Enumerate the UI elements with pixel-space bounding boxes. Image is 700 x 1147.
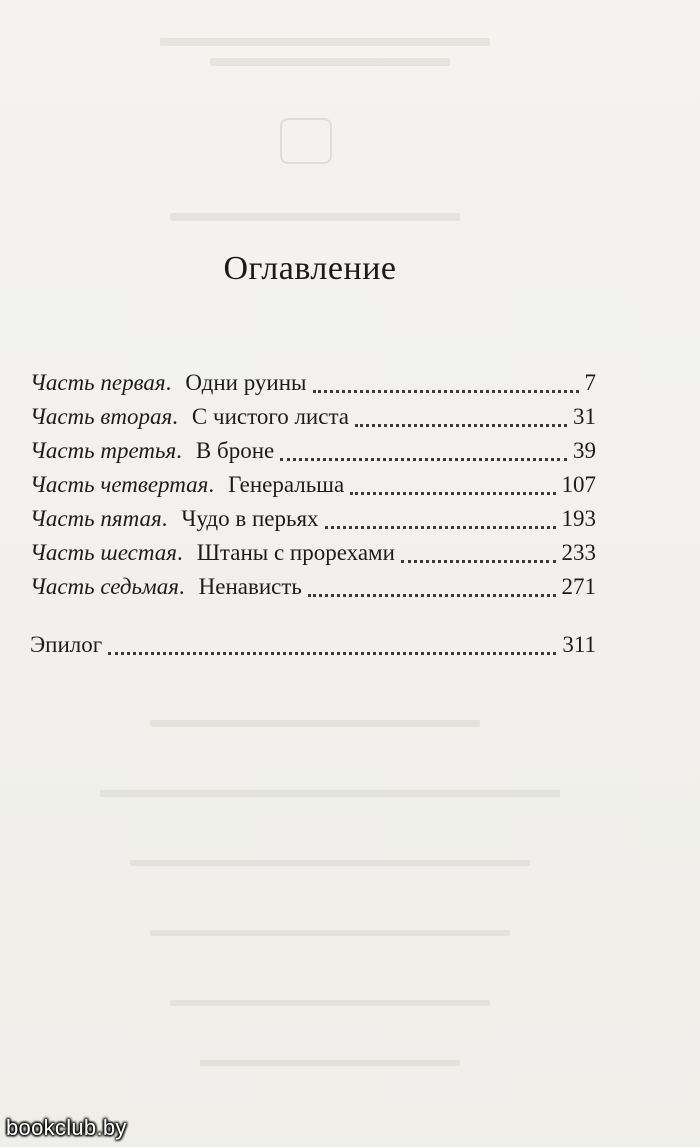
show-through-text (210, 58, 450, 66)
dot-leader (308, 593, 556, 597)
dot-leader (280, 457, 567, 461)
toc-row: Часть шестая . Штаны с прорехами 233 (30, 536, 596, 570)
toc-page-number: 7 (584, 370, 596, 395)
toc-page-number: 193 (561, 506, 596, 531)
toc-part-label: Часть вторая (30, 404, 173, 429)
toc-part-label: Часть пятая (30, 506, 162, 531)
dot-leader (325, 525, 556, 529)
show-through-text (160, 38, 490, 46)
toc-chapter-name: Штаны с прорехами (196, 540, 395, 565)
toc-part-label: Часть четвертая (30, 472, 209, 497)
toc-row: Часть третья . В броне 39 (30, 434, 596, 468)
toc-row: Часть четвертая . Генеральша 107 (30, 468, 596, 502)
toc-row: Часть вторая . С чистого листа 31 (30, 400, 596, 434)
toc-part-label: Часть третья (30, 438, 177, 463)
show-through-emblem-icon (280, 118, 332, 164)
table-of-contents (30, 366, 596, 662)
toc-chapter-name: В броне (195, 438, 275, 463)
show-through-text (170, 213, 460, 221)
toc-page-number: 31 (573, 404, 596, 429)
toc-page-number: 107 (561, 472, 596, 497)
toc-chapter-name: С чистого листа (191, 404, 349, 429)
toc-chapter-name: Ненависть (198, 574, 302, 599)
show-through-text (150, 930, 510, 936)
site-watermark: bookclub.by (6, 1115, 127, 1140)
dot-leader (108, 651, 556, 655)
toc-page-number: 233 (561, 540, 596, 565)
toc-row: Часть первая . Одни руины 7 (30, 366, 596, 400)
toc-row: Часть седьмая . Ненависть 271 (30, 570, 596, 604)
toc-chapter-name: Генеральша (228, 472, 345, 497)
dot-leader (313, 389, 579, 393)
toc-row-epilog (30, 628, 596, 662)
toc-part-label: Часть шестая (30, 540, 177, 565)
toc-page-number: 39 (573, 438, 596, 463)
toc-epilog-name: Эпилог (30, 632, 103, 657)
dot-leader (355, 423, 567, 427)
toc-row: Часть пятая . Чудо в перьях 193 (30, 502, 596, 536)
toc-page-number: 311 (562, 632, 596, 657)
show-through-text (170, 1000, 490, 1006)
show-through-text (200, 1060, 460, 1066)
toc-chapter-name: Чудо в перьях (181, 506, 319, 531)
toc-page-number: 271 (561, 574, 596, 599)
dot-leader (350, 491, 555, 495)
toc-part-label: Часть первая (30, 370, 166, 395)
dot-leader (401, 559, 556, 563)
page-title: Оглавление (223, 250, 397, 287)
show-through-text (150, 720, 480, 727)
toc-part-label: Часть седьмая (30, 574, 179, 599)
toc-chapter-name: Одни руины (185, 370, 307, 395)
show-through-text (100, 790, 560, 797)
show-through-text (130, 860, 530, 866)
